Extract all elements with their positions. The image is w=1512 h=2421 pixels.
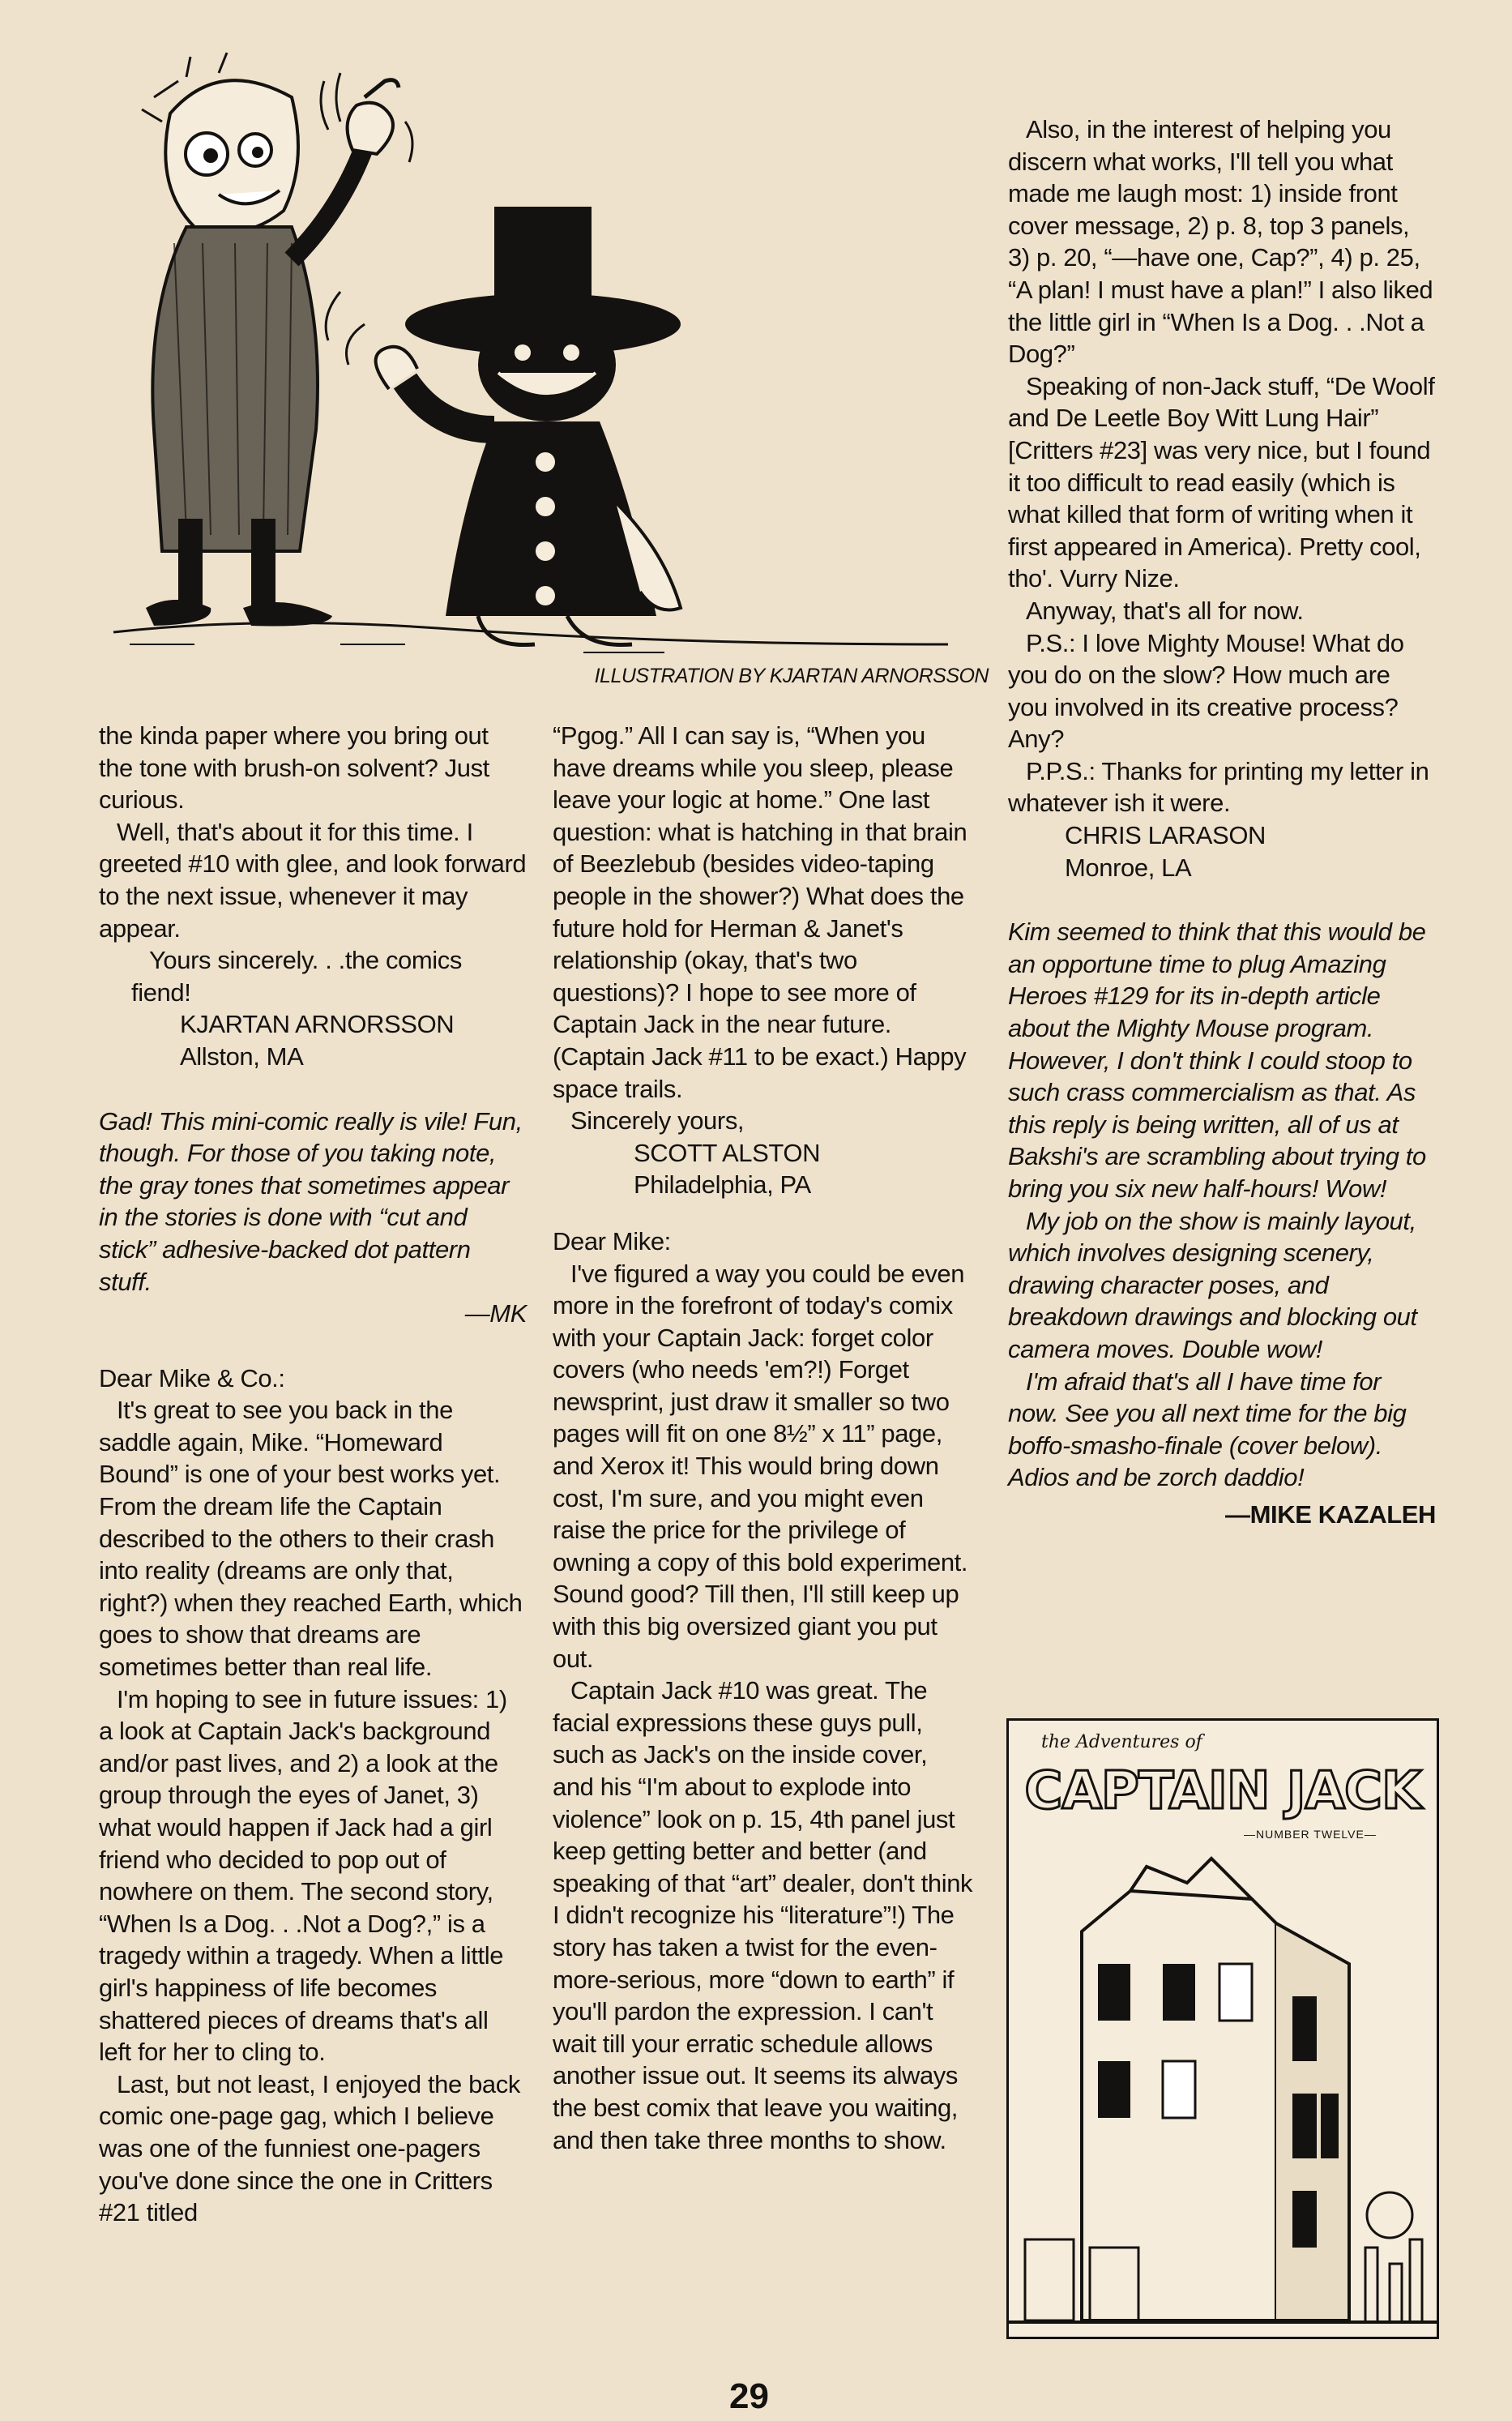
cover-title: CAPTAIN JACK	[1024, 1761, 1421, 1821]
letter-paragraph: I've figured a way you could be even more in the forefront of today's comix with your Captain Jack: forget color covers (who needs 'em?!) Forget newsprint, just draw it smaller so two pages will fit on one 8½” x 11” page, and Xerox it! This would bring down cost, I'm sure, and you might even raise the price for the privilege of owning a copy of this bold experiment. Sound good? Till then, I'll still keep up with this big oversized giant you put out.	[553, 1259, 968, 1673]
letter-closing: Yours sincerely. . .the comics fiend!	[131, 946, 462, 1007]
signature-name: KJARTAN ARNORSSON	[180, 1010, 455, 1039]
editor-reply: Kim seemed to think that this would be an opportune time to plug Amazing Heroes #129 for its in-depth article about the Mighty Mouse program. However, I don't think I could stoop to such crass commercialism as that. As this reply is being written, all of us at Bakshi's are scrambling about trying to bring you six new half-hours! Wow!	[1008, 917, 1426, 1203]
letter-paragraph: Also, in the interest of helping you discern what works, I'll tell you what made me laugh most: 1) inside front cover message, 2) p. 8, top 3 panels, 3) p. 20, “—have one, Cap?”, 4) p. 25, “A plan! I must have a plan!” I also liked the little girl in “When Is a Dog. . .Not a Dog?”	[1008, 115, 1433, 369]
cartoon-characters-drawing	[97, 49, 956, 681]
letter-paragraph: P.S.: I love Mighty Mouse! What do you do on the slow? How much are you involved in its creative process? Any?	[1008, 628, 1404, 754]
letter-closing: Sincerely yours,	[570, 1106, 745, 1136]
letter-paragraph: the kinda paper where you bring out the tone with brush-on solvent? Just curious.	[99, 721, 489, 815]
editor-reply: Gad! This mini-comic really is vile! Fun, though. For those of you taking note, the gray tones that sometimes appear in the stories is done with “cut and stick” adhesive-backed dot pattern stuff.	[99, 1106, 523, 1296]
editor-signature: —MK	[464, 1299, 527, 1328]
column-1	[99, 720, 527, 2229]
column-2	[553, 720, 974, 2156]
letter-paragraph: It's great to see you back in the saddle again, Mike. “Homeward Bound” is one of your best works yet. From the dream life the Captain described to the others to their crash into reality (dreams are only that, right?) when they reached Earth, which goes to show that dreams are sometimes better than real life.	[99, 1396, 523, 1682]
page-number: 29	[729, 2376, 769, 2416]
letter-paragraph: Captain Jack #10 was great. The facial expressions these guys pull, such as Jack's on the inside cover, and his “I'm about to explode into violence” look on p. 15, 4th panel just keep getting better and better (and speaking of that “art” dealer, don't think I didn't recognize his “literature”!) The story has taken a twist for the even-more-serious, more “down to earth” if you'll pardon the expression. I can't wait till your erratic schedule allows another issue out. It seems its always the best comix that leave you waiting, and then take three months to show.	[553, 1676, 973, 2154]
signature-place: Philadelphia, PA	[634, 1170, 811, 1200]
letter-paragraph: I'm hoping to see in future issues: 1) a look at Captain Jack's background and/or past lives, and 2) a look at the group through the eyes of Janet, 3) what would happen if Jack had a girl friend who decided to pop out of nowhere on them. The second story, “When Is a Dog. . .Not a Dog?,” is a tragedy within a tragedy. When a little girl's happiness of life becomes shattered pieces of dreams that's all left for her to cling to.	[99, 1684, 507, 2067]
editor-signature: —MIKE KAZALEH	[1224, 1499, 1436, 1529]
top-hat-character	[326, 207, 681, 645]
letter-salutation: Dear Mike & Co.:	[99, 1363, 285, 1392]
letter-salutation: Dear Mike:	[553, 1226, 671, 1255]
illustration-caption: ILLUSTRATION BY KJARTAN ARNORSSON	[594, 665, 989, 687]
letter-paragraph: P.P.S.: Thanks for printing my letter in whatever ish it were.	[1008, 756, 1429, 818]
letter-paragraph: Speaking of non-Jack stuff, “De Woolf and De Leetle Boy Witt Lung Hair” [Critters #23] was very nice, but I found it too difficult to read easily (which is what killed that form of writing when it first appeared in America). Pretty cool, tho'. Vurry Nize.	[1008, 371, 1435, 593]
letter-paragraph: “Pgog.” All I can say is, “When you have dreams while you sleep, please leave your logic at home.” One last question: what is hatching in that brain of Beezlebub (besides video-taping people in the shower?) What does the future hold for Herman & Janet's relationship (okay, that's two questions)? I hope to see more of Captain Jack in the near future. (Captain Jack #11 to be exact.) Happy space trails.	[553, 721, 967, 1103]
cover-subtitle: the Adventures of	[1041, 1732, 1202, 1752]
letter-paragraph: Anyway, that's all for now.	[1026, 596, 1304, 625]
editor-reply: I'm afraid that's all I have time for now. See you all next time for the big boffo-smasho-finale (cover below). Adios and be zorch daddio!	[1008, 1367, 1407, 1492]
illustration	[97, 49, 956, 681]
signature-place: Allston, MA	[180, 1042, 304, 1071]
signature-name: CHRIS LARASON	[1065, 821, 1266, 850]
signature-place: Monroe, LA	[1065, 853, 1192, 882]
cover-issue-number: —NUMBER TWELVE—	[1244, 1828, 1377, 1841]
column-3	[1008, 113, 1436, 1531]
gruff-character	[142, 53, 412, 627]
cover-preview	[1006, 1718, 1439, 2339]
signature-name: SCOTT ALSTON	[634, 1138, 821, 1167]
letter-paragraph: Last, but not least, I enjoyed the back comic one-page gag, which I believe was one of the funniest one-pagers you've done since the one in Critters #21 titled	[99, 2069, 520, 2227]
editor-reply: My job on the show is mainly layout, which involves designing scenery, drawing character poses, and breakdown drawings and blocking out camera moves. Double wow!	[1008, 1206, 1417, 1363]
letter-paragraph: Well, that's about it for this time. I greeted #10 with glee, and look forward to the next issue, whenever it may appear.	[99, 817, 527, 943]
